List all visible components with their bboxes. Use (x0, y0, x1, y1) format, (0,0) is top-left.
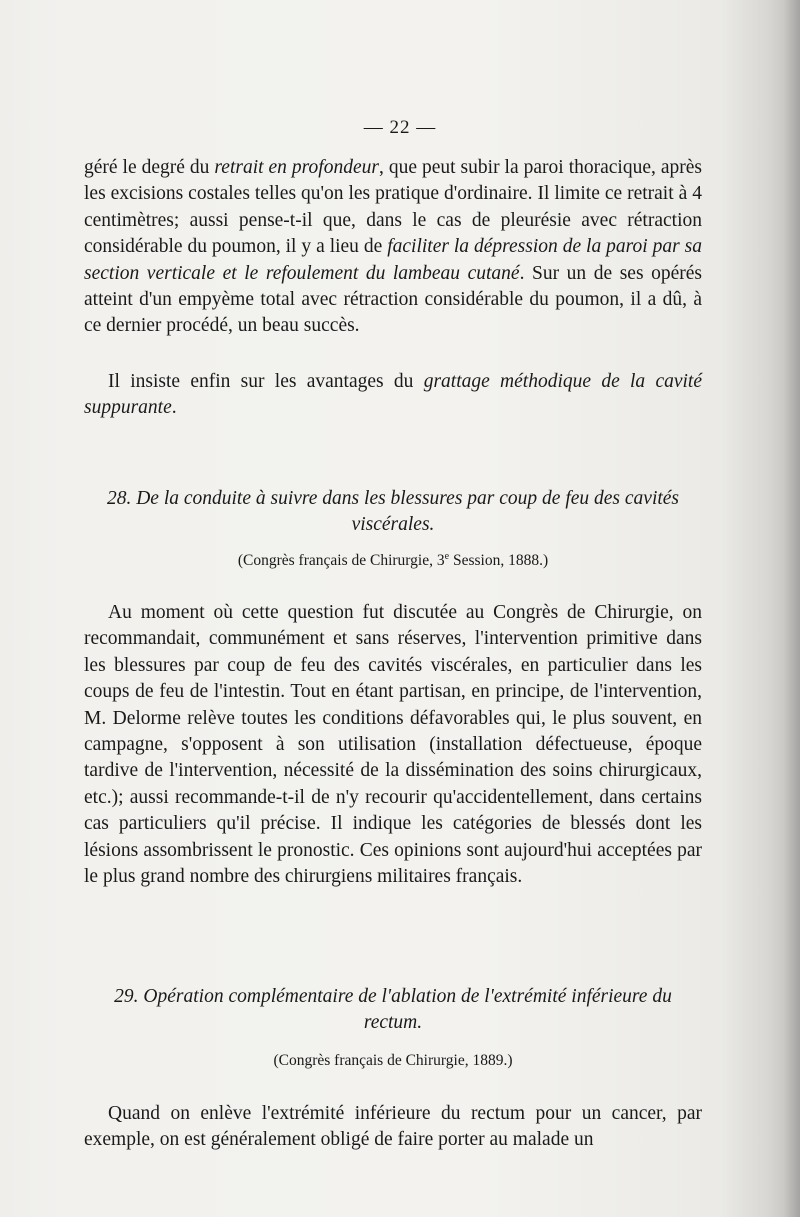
paragraph-2 (84, 369, 702, 422)
text-run: . Sur un de ses opérés atteint d'un empyème total avec rétraction considérable du poumon, il a dû, à ce dernier procédé, un beau succès. (84, 262, 703, 337)
paragraph-1 (84, 155, 702, 340)
section-heading-28 (84, 486, 702, 538)
text-run: . (171, 397, 177, 419)
italic-run: faciliter la dépression de la paroi par sa section verticale et le refoulement du lambeau cutané (84, 236, 702, 284)
section-title: De la conduite à suivre dans les blessures par coup de feu des cavités viscérales. (136, 488, 680, 535)
section-number: 29. (114, 986, 139, 1007)
paragraph-4 (84, 1101, 702, 1154)
text-run: Quand on enlève l'extrémité inférieure du rectum pour un cancer, par exemple, on est généralement obligé de faire porter au malade un (84, 1103, 702, 1151)
section-source-29: (Congrès français de Chirurgie, 1889.) (273, 1052, 513, 1069)
text-run: Au moment où cette question fut discutée au Congrès de Chirurgie, on recommandait, communément et sans réserves, l'intervention primitive dans les blessures par coup de feu des cavités viscérales, en particulier dans les coups de feu de l'intestin. Tout en étant partisan, en principe, de l'intervention, M. Delorme relève toutes les conditions défavorables qui, le plus souvent, en campagne, s'opposent à son utilisation (installation défectueuse, époque tardive de l'intervention, nécessité de la dissémination des soins chirurgicaux, etc.); aussi recommande-t-il de n'y recourir qu'accidentellement, dans certains cas particuliers qu'il précise. Il indique les catégories de blessés dont les lésions assombrissent le pronostic. Ces opinions sont aujourd'hui acceptées par le plus grand nombre des chirurgiens militaires français. (84, 602, 702, 888)
text-run: Il insiste enfin sur les avantages du (108, 371, 424, 392)
italic-run: retrait en profondeur (214, 157, 379, 178)
source-superscript: e (444, 551, 450, 562)
section-number: 28. (106, 488, 132, 509)
section-source-28 (84, 551, 702, 570)
page-number: — 22 — (363, 117, 437, 138)
paragraph-3 (84, 600, 702, 890)
section-heading-29 (84, 984, 702, 1036)
section-title: Opération complémentaire de l'ablation de l'extrémité inférieure du rectum. (143, 986, 672, 1033)
source-text: (Congrès français de Chirurgie, 3 (237, 552, 445, 570)
text-run: géré le degré du (84, 157, 215, 178)
text-run: , que peut subir la paroi thoracique, après les excisions costales telles qu'on les pratique d'ordinaire. Il limite ce retrait à 4 centimètres; aussi pense-t-il que, dans le cas de pleurésie avec rétraction considérable du poumon, il y a lieu de (84, 157, 702, 258)
page-edge-shadow (784, 0, 800, 1217)
source-text: Session, 1888.) (449, 552, 549, 570)
italic-run: grattage méthodique de la cavité suppurante (84, 371, 703, 419)
